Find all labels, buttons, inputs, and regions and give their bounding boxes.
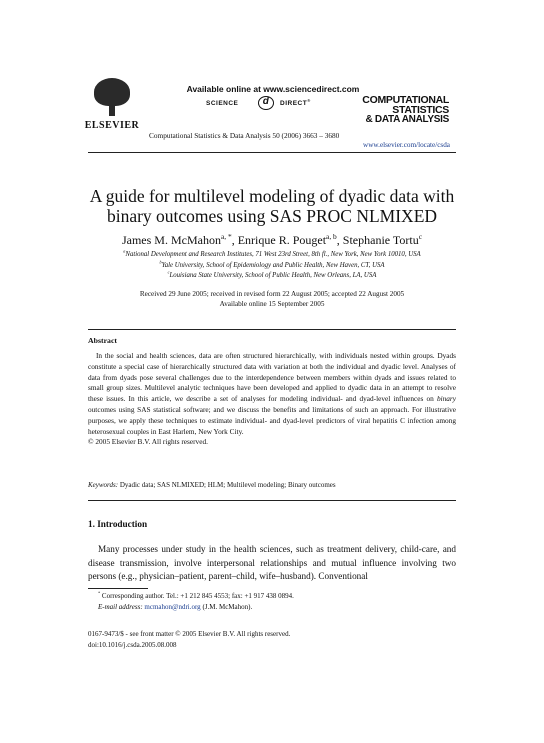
header-rule (88, 152, 456, 153)
keywords-label: Keywords: (88, 481, 119, 489)
abstract-paragraph: In the social and health sciences, data are often structured hierarchically, with individuals nested within groups. Dyads constitute a special case of hierarchically structured data with variation at both the individual and dyadic level. Analyses of data from dyads pose several challenges due to the interdependence between members within dyads and issues related to small group sizes. Multilevel analytic techniques have been developed and applied to dyadic data in an attempt to resolve these issues. In this article, we describe a set of analyses for modeling individual- and dyad-level influences on binary outcomes using SAS statistical software; and we discuss the benefits and limitations of such an approach. For illustrative purposes, we apply these techniques to estimate individual- and dyad-level predictors of viral hepatitis C infection among heterosexual couples in East Harlem, New York City. (88, 351, 456, 436)
author-sup: a, b (326, 232, 337, 241)
abstract-top-rule (88, 329, 456, 330)
journal-info: Computational Statistics & Data Analysis 50 (2006) 3663 – 3680 (149, 131, 340, 140)
title-line-1: A guide for multilevel modeling of dyadic data with (89, 186, 455, 206)
email-link[interactable]: mcmahon@ndri.org (142, 603, 201, 611)
journal-logo (362, 95, 449, 125)
author-name: James M. McMahon (121, 233, 221, 247)
journal-logo-line3: & DATA ANALYSIS (365, 114, 449, 125)
abstract-bottom-rule (88, 500, 456, 501)
sciencedirect-right: DIRECT (280, 100, 308, 107)
author-sup: a, * (220, 232, 232, 241)
available-online-date: Available online 15 September 2005 (219, 300, 325, 308)
abstract-copyright: © 2005 Elsevier B.V. All rights reserved. (88, 437, 208, 447)
author-name: Enrique R. Pouget (237, 233, 327, 247)
abstract-heading: Abstract (88, 336, 118, 345)
elsevier-logo-text: ELSEVIER (84, 120, 140, 131)
keywords (88, 481, 456, 489)
journal-url-link[interactable]: www.elsevier.com/locate/csda (363, 141, 450, 149)
introduction-body (88, 543, 456, 584)
author-name: Stephanie Tortu (342, 233, 419, 247)
affiliation: $^b$Yale University, School of Epidemiology and Public Health, New Haven, CT, USA (159, 259, 385, 269)
paper-title (70, 186, 474, 226)
tree-icon (94, 78, 130, 118)
sciencedirect-logo (200, 96, 346, 110)
affiliation: $^c$Louisiana State University, School of Public Health, New Orleans, LA, USA (167, 269, 377, 279)
keywords-text: Dyadic data; SAS NLMIXED; HLM; Multilevel modeling; Binary outcomes (118, 481, 336, 489)
available-online-text: Available online at www.sciencedirect.com (186, 84, 360, 94)
email-note: E-mail address: mcmahon@ndri.org (J.M. McMahon). (98, 603, 253, 611)
affiliation: $^a$National Development and Research Institutes, 71 West 23rd Street, 8th fl., New York, New York 10010, USA (123, 248, 421, 258)
issn-line: 0167-9473/$ - see front matter © 2005 Elsevier B.V. All rights reserved. (88, 630, 291, 638)
corresponding-author-note: * Corresponding author. Tel.: +1 212 845 4553; fax: +1 917 438 0894. (98, 590, 294, 600)
footnote-rule (88, 588, 148, 589)
doi-line[interactable]: doi:10.1016/j.csda.2005.08.008 (88, 641, 177, 649)
introduction-paragraph: Many processes under study in the health sciences, such as treatment delivery, child-care, and disease transmission, involve interpersonal relationships and mutual influence involving two persons (e.g., physician–patient, parent–child, wife–husband). Conventional (88, 544, 456, 582)
front-matter (88, 629, 456, 651)
author-list: James M. McMahon$^{a, *}$, Enrique R. Pouget$^{a, b}$, Stephanie Tortu$^c$ (121, 232, 423, 247)
registered-mark: ® (307, 97, 311, 103)
journal-logo-line2: STATISTICS (392, 104, 449, 116)
abstract-body (88, 351, 456, 448)
received-dates: Received 29 June 2005; received in revised form 22 August 2005; accepted 22 August 2005 (139, 290, 405, 298)
sciencedirect-left: SCIENCE (206, 100, 239, 107)
title-line-2: binary outcomes using SAS PROC NLMIXED (106, 206, 438, 226)
journal-logo-line1: COMPUTATIONAL (362, 94, 449, 106)
author-sup: c (418, 232, 423, 241)
footnote (98, 591, 438, 613)
sciencedirect-circle-icon: d (258, 96, 274, 110)
elsevier-logo (82, 78, 142, 138)
section-heading-introduction: 1. Introduction (88, 519, 148, 529)
